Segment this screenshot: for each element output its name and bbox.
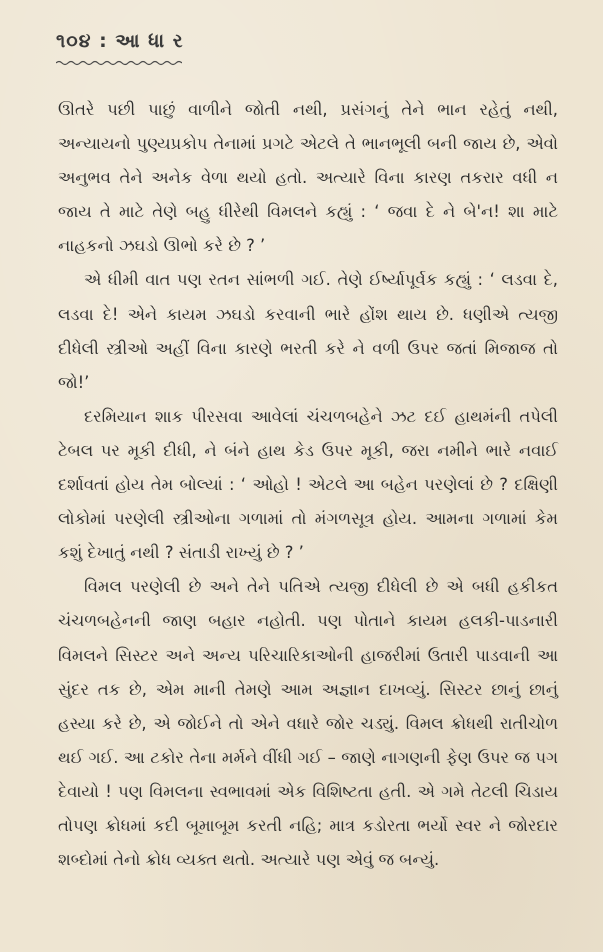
paragraph: વિમલ પરણેલી છે અને તેને પતિએ ત્યજી દીધેલી છે એ બધી હકીકત ચંચળબહેનની જાણ બહાર નહોતી. પણ પોતાને કાયમ હલકી-પાડનારી વિમલને સિસ્ટર અને અન્ય પરિચારિકાઓની હાજરીમાં ઉતારી પાડવાની આ સુંદર તક છે, એમ માની તેમણે આમ અજ્ઞાન દાખવ્યું. સિસ્ટર છાનું છાનું હસ્યા કરે છે, એ જોઈને તો એને વધારે જોર ચડ્યું. વિમલ ક્રોધથી રાતીચોળ થઈ ગઈ. આ ટકોર તેના મર્મને વીંધી ગઈ – જાણે નાગણની ફેણ ઉપર જ પગ દેવાયો ! પણ વિમલના સ્વભાવમાં એક વિશિષ્ટતા હતી. એ ગમે તેટલી ચિડાય તોપણ ક્રોધમાં કદી બૂમાબૂમ કરતી નહિ; માત્ર કડોરતા ભર્યો સ્વર ને જોરદાર શબ્દોમાં તેનો ક્રોધ વ્યક્ત થતો. અત્યારે પણ એવું જ બન્યું. <box>58 577 558 870</box>
paragraph: દરમિયાન શાક પીરસવા આવેલાં ચંચળબહેને ઝટ દઈ હાથમંની તપેલી ટેબલ પર મૂકી દીધી, ને બંને હાથ કેડ ઉપર મૂકી, જરા નમીને ભારે નવાઈ દર્શાવતાં હોય તેમ બોલ્યાં : ‘ ઓહો ! એટલે આ બહેન પરણેલાં છે ? દક્ષિણી લોકોમાં પરણેલી સ્ત્રીઓના ગળામાં તો મંગળસૂત્ર હોય. આમના ગળામાં કેમ કશું દેખાતું નથી ? સંતાડી રાખ્યું છે ? ’ <box>58 406 558 563</box>
paragraph: ઊતરે પછી પાછું વાળીને જોતી નથી, પ્રસંગનું તેને ભાન રહેતું નથી, અન્યાયનો પુણ્યપ્રકોપ તેનામાં પ્રગટે એટલે તે ભાનભૂલી બની જાય છે, એવો અનુભવ તેને અનેક વેળા થયો હતો. અત્યારે વિના કારણ તકરાર વધી ન જાય તે માટે તેણે બહુ ધીરેથી વિમલને કહ્યું : ‘ જવા દે ને બે'ન! શા માટે નાહકનો ઝઘડો ઊભો કરે છે ? ’ <box>58 100 558 256</box>
paragraph: એ ધીમી વાત પણ રતન સાંભળી ગઈ. તેણે ઈર્ષ્યાપૂર્વક કહ્યું : ‘ લડવા દે, લડવા દે! એને કાયમ ઝઘડો કરવાની ભારે હોંશ થાય છે. ધણીએ ત્યજી દીધેલી સ્ત્રીઓ અહીં વિના કારણે ભરતી કરે ને વળી ઉપર જતાં મિજાજ તો જો!’ <box>58 270 558 392</box>
page-header: ૧૦૪ : આ ધા ર <box>56 30 184 52</box>
header-wavy-rule <box>56 60 182 66</box>
page-body <box>58 93 558 877</box>
